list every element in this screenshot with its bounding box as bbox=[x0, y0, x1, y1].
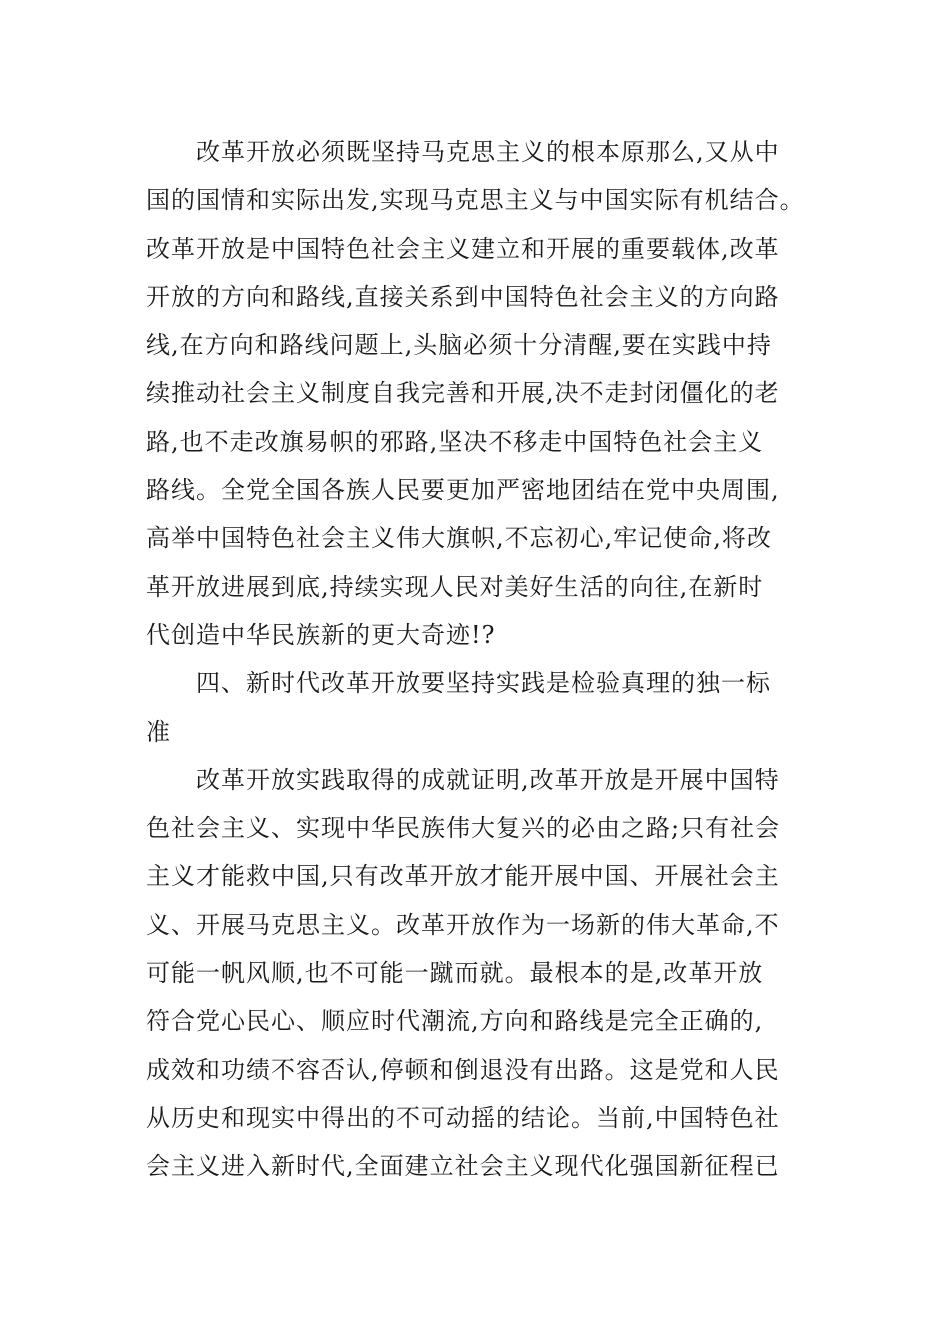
text-line: 义、开展马克思主义。改革开放作为一场新的伟大革命,不 bbox=[146, 910, 780, 939]
text-line: 会主义进入新时代,全面建立社会主义现代化强国新征程已 bbox=[146, 1152, 780, 1181]
text-line: 改革开放是中国特色社会主义建立和开展的重要载体,改革 bbox=[146, 234, 780, 263]
text-line: 改革开放实践取得的成就证明,改革开放是开展中国特 bbox=[196, 765, 780, 794]
text-line: 代创造中华民族新的更大奇迹!? bbox=[146, 620, 496, 649]
text-line: 改革开放必须既坚持马克思主义的根本原那么,又从中 bbox=[196, 138, 780, 166]
document-body bbox=[146, 128, 806, 1191]
text-line: 从历史和现实中得出的不可动摇的结论。当前,中国特色社 bbox=[146, 1103, 780, 1132]
text-line: 路,也不走改旗易帜的邪路,坚决不移走中国特色社会主义 bbox=[146, 427, 764, 456]
paragraph-2 bbox=[146, 756, 806, 1191]
text-line: 高举中国特色社会主义伟大旗帜,不忘初心,牢记使命,将改 bbox=[146, 524, 772, 553]
paragraph-1 bbox=[146, 128, 806, 659]
text-line: 成效和功绩不容否认,停顿和倒退没有出路。这是党和人民 bbox=[146, 1055, 780, 1084]
text-line: 国的国情和实际出发,实现马克思主义与中国实际有机结合。 bbox=[146, 186, 805, 215]
text-line: 符合党心民心、顺应时代潮流,方向和路线是完全正确的, bbox=[146, 1007, 764, 1036]
text-line: 续推动社会主义制度自我完善和开展,决不走封闭僵化的老 bbox=[146, 379, 780, 408]
text-line: 线,在方向和路线问题上,头脑必须十分清醒,要在实践中持 bbox=[146, 331, 772, 360]
text-line: 色社会主义、实现中华民族伟大复兴的必由之路;只有社会 bbox=[146, 814, 781, 843]
text-line: 革开放进展到底,持续实现人民对美好生活的向往,在新时 bbox=[146, 572, 764, 601]
heading-line: 四、新时代改革开放要坚持实践是检验真理的独一标 bbox=[196, 669, 771, 698]
section-heading-4 bbox=[146, 659, 806, 756]
text-line: 路线。全党全国各族人民要更加严密地团结在党中央周围, bbox=[146, 476, 780, 505]
text-line: 开放的方向和路线,直接关系到中国特色社会主义的方向路 bbox=[146, 282, 780, 311]
text-line: 可能一帆风顺,也不可能一蹴而就。最根本的是,改革开放 bbox=[146, 959, 764, 988]
text-line: 主义才能救中国,只有改革开放才能开展中国、开展社会主 bbox=[146, 862, 780, 891]
heading-line: 准 bbox=[146, 717, 171, 746]
